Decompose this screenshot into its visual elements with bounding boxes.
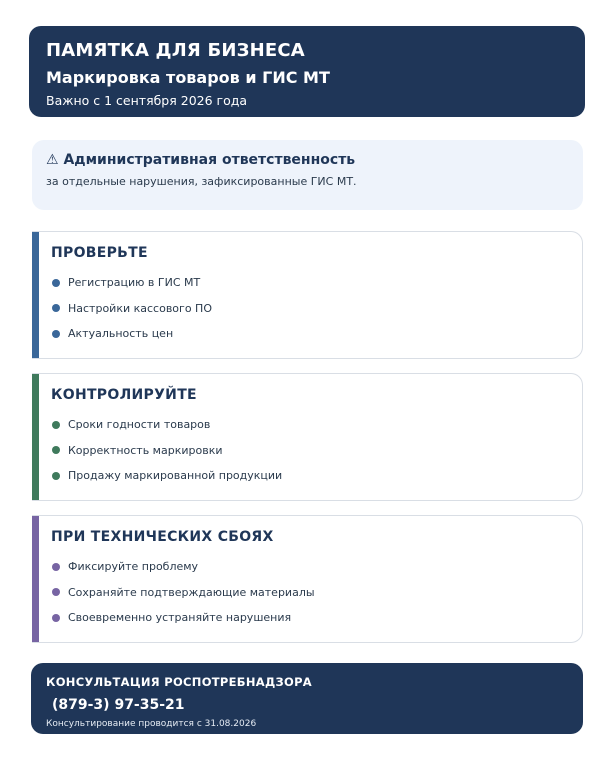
section-accent-bar	[32, 373, 39, 501]
liability-notice	[32, 140, 583, 210]
header-banner	[29, 26, 585, 117]
bullet-icon	[52, 588, 60, 596]
list-item: Корректность маркировки	[52, 438, 282, 464]
bullet-icon	[52, 304, 60, 312]
list-item: Настройки кассового ПО	[52, 296, 212, 322]
list-item: Продажу маркированной продукции	[52, 463, 282, 489]
section-list	[52, 412, 282, 489]
footer-note: Консультирование проводится с 31.08.2026	[46, 719, 257, 729]
phone-line	[46, 696, 568, 714]
warning-icon: ⚠	[46, 152, 59, 168]
bullet-icon	[52, 563, 60, 571]
section-control	[32, 373, 583, 501]
notice-title-text: Административная ответственность	[63, 152, 356, 168]
section-accent-bar	[32, 515, 39, 643]
list-item: Своевременно устраняйте нарушения	[52, 605, 315, 631]
bullet-icon	[52, 446, 60, 454]
bullet-icon	[52, 421, 60, 429]
section-title: ПРОВЕРЬТЕ	[51, 245, 148, 261]
section-title: КОНТРОЛИРУЙТЕ	[51, 387, 197, 403]
list-item: Актуальность цен	[52, 321, 212, 347]
footer-title: КОНСУЛЬТАЦИЯ РОСПОТРЕБНАДЗОРА	[46, 675, 313, 689]
bullet-icon	[52, 279, 60, 287]
effective-date: Важно с 1 сентября 2026 года	[46, 93, 248, 108]
list-item: Фиксируйте проблему	[52, 554, 315, 580]
phone-number[interactable]: (879-3) 97-35-21	[52, 697, 185, 713]
page-subtitle: Маркировка товаров и ГИС МТ	[46, 68, 330, 87]
bullet-icon	[52, 330, 60, 338]
section-technical-failures	[32, 515, 583, 643]
page-title: ПАМЯТКА ДЛЯ БИЗНЕСА	[46, 40, 305, 61]
notice-text: за отдельные нарушения, зафиксированные ГИС МТ.	[46, 175, 357, 188]
bullet-icon	[52, 472, 60, 480]
section-title: ПРИ ТЕХНИЧЕСКИХ СБОЯХ	[51, 529, 274, 545]
section-list	[52, 270, 212, 347]
consultation-footer	[31, 663, 583, 734]
bullet-icon	[52, 614, 60, 622]
section-list	[52, 554, 315, 631]
section-accent-bar	[32, 231, 39, 359]
list-item: Регистрацию в ГИС МТ	[52, 270, 212, 296]
section-check	[32, 231, 583, 359]
list-item: Сроки годности товаров	[52, 412, 282, 438]
notice-title	[46, 151, 569, 169]
list-item: Сохраняйте подтверждающие материалы	[52, 580, 315, 606]
